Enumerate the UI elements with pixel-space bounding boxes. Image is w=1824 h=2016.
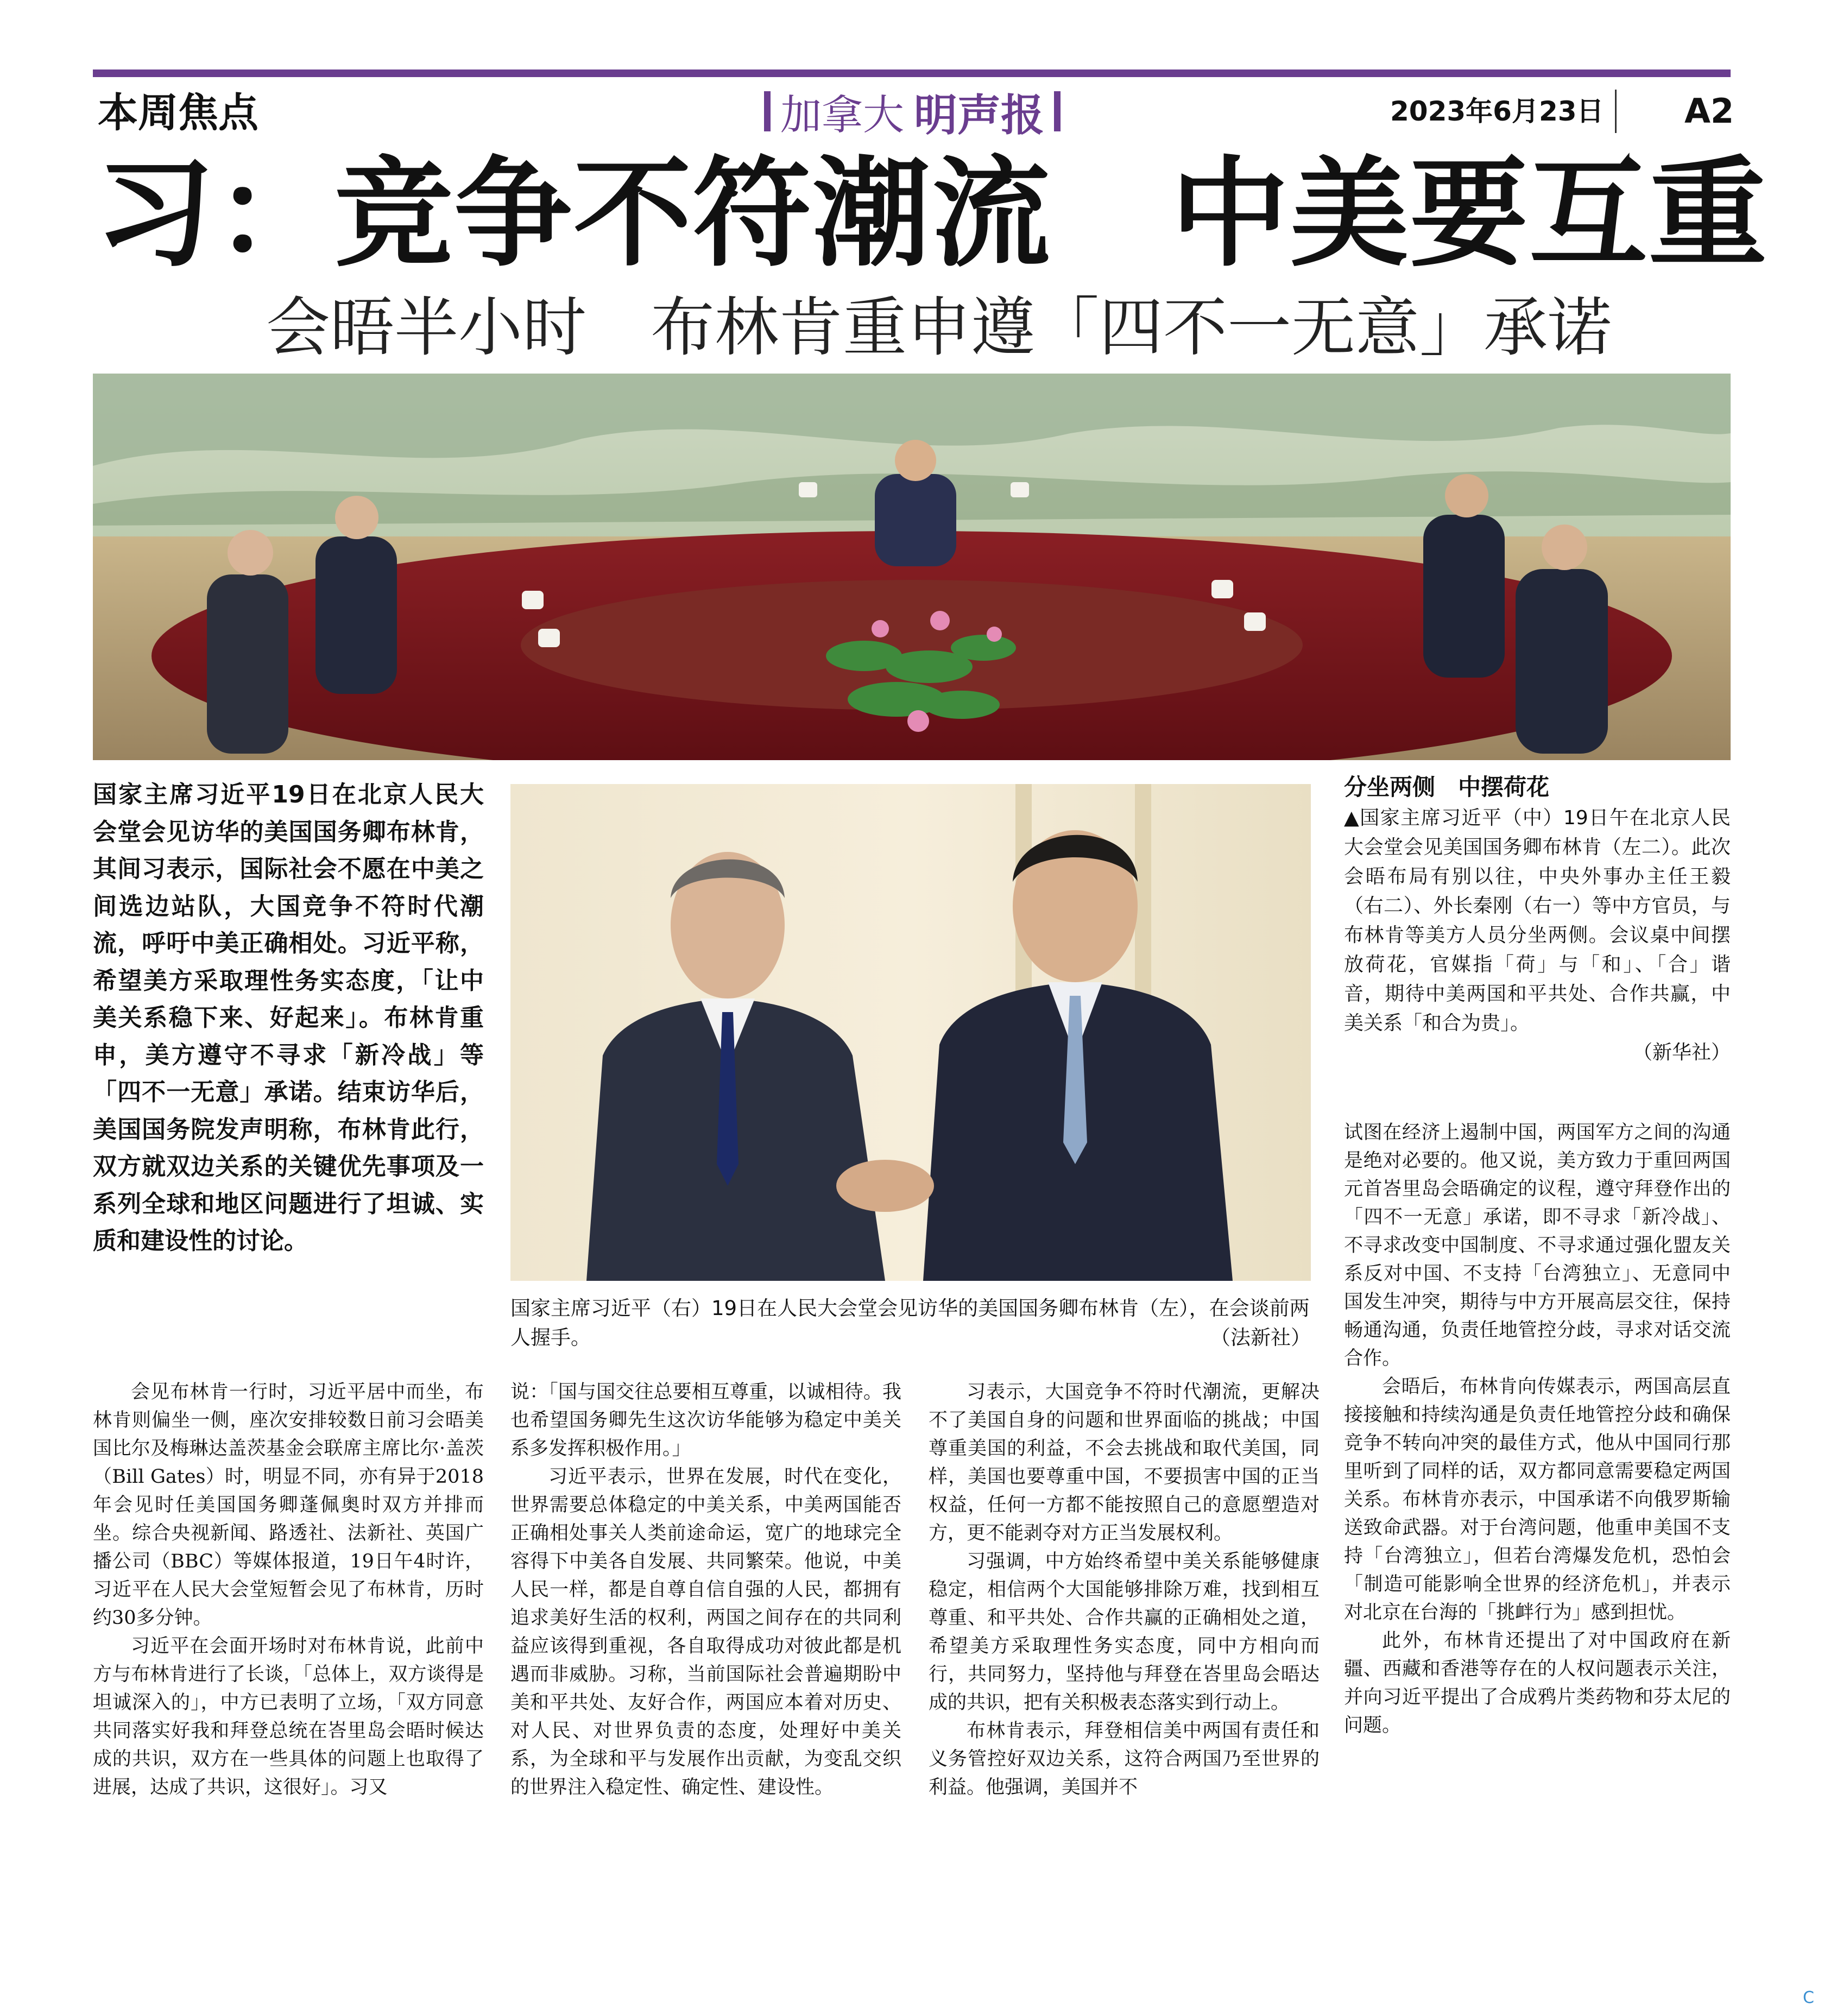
issue-date: 2023年6月23日 (1390, 96, 1604, 127)
handshake-caption-source: （法新社） (1210, 1326, 1311, 1349)
meeting-photo (93, 374, 1731, 760)
meeting-caption (1344, 771, 1731, 1067)
page-number: A2 (1684, 91, 1734, 131)
meeting-caption-text: ▲国家主席习近平（中）19日午在北京人民大会堂会见美国国务卿布林肯（左二）。此次会晤布局有别以往，中央外事办主任王毅（右二）、外长秦刚（右一）等中方官员，与布林肯等美方人员分坐两侧。会议桌中间摆放荷花，官媒指「荷」与「和」、「合」谐音，期待中美两国和平共处、合作共赢，中美关系「和合为贵」。 (1344, 807, 1731, 1034)
body-paragraph: 试图在经济上遏制中国，两国军方之间的沟通是绝对必要的。他又说，美方致力于重回两国元首峇里岛会晤确定的议程，遵守拜登作出的「四不一无意」承诺，即不寻求「新冷战」、不寻求改变中国制度、不寻求通过强化盟友关系反对中国、不支持「台湾独立」、无意同中国发生冲突，期待与中方开展高层交往，保持畅通沟通，负责任地管控分歧，寻求对话交流合作。 (1344, 1122, 1731, 1369)
body-paragraph: 会见布林肯一行时，习近平居中而坐，布林肯则偏坐一侧，座次安排较数日前习会晤美国比尔及梅琳达盖茨基金会联席主席比尔·盖茨（Bill Gates）时，明显不同，亦有异于2018年会见时任美国国务卿蓬佩奥时双方并排而坐。综合央视新闻、路透社、法新社、英国广播公司（BBC）等媒体报道，19日午4时许，习近平在人民大会堂短暂会见了布林肯，历时约30多分钟。 (93, 1381, 484, 1629)
body-paragraph: 习表示，大国竞争不符时代潮流，更解决不了美国自身的问题和世界面临的挑战；中国尊重美国的利益，不会去挑战和取代美国，同样，美国也要尊重中国，不要损害中国的正当权益，任何一方都不能按照自己的意愿塑造对方，更不能剥夺对方正当发展权利。 (929, 1381, 1320, 1544)
corner-mark: C (1803, 1988, 1814, 2007)
meeting-scene-image (93, 374, 1731, 760)
handshake-caption-text: 国家主席习近平（右）19日在人民大会堂会见访华的美国国务卿布林肯（左），在会谈前两人握手。 (510, 1297, 1310, 1349)
masthead (733, 81, 1091, 141)
body-paragraph: 习近平在会面开场时对布林肯说，此前中方与布林肯进行了长谈，「总体上，双方谈得是坦诚深入的」，中方已表明了立场，「双方同意共同落实好我和拜登总统在峇里岛会晤时候达成的共识，双方在一些具体的问题上也取得了进展，达成了共识，这很好」。习又 (93, 1635, 484, 1798)
subheadline: 会晤半小时 布林肯重申遵「四不一无意」承诺 (266, 290, 1612, 365)
body-paragraph: 会晤后，布林肯向传媒表示，两国高层直接接触和持续沟通是负责任地管控分歧和确保竞争不转向冲突的最佳方式，他从中国同行那里听到了同样的话，双方都同意需要稳定两国关系。布林肯亦表示，中国承诺不向俄罗斯输送致命武器。对于台湾问题，他重申美国不支持「台湾独立」，但若台湾爆发危机，恐怕会「制造可能影响全世界的经济危机」，并表示对北京在台海的「挑衅行为」感到担忧。 (1344, 1376, 1731, 1623)
section-label: 本周焦点 (98, 90, 258, 136)
body-paragraph: 布林肯表示，拜登相信美中两国有责任和义务管控好双边关系，这符合两国乃至世界的利益。他强调，美国并不 (929, 1720, 1320, 1798)
handshake-photo (510, 784, 1311, 1281)
body-column-4 (1344, 1118, 1731, 1740)
meeting-caption-title: 分坐两侧 中摆荷花 (1344, 774, 1550, 800)
masthead-country: 加拿大 (780, 90, 904, 139)
handshake-caption (510, 1294, 1311, 1353)
top-rule (93, 69, 1731, 77)
body-column-2 (510, 1378, 901, 1802)
body-column-1 (93, 1378, 484, 1802)
body-column-3 (929, 1378, 1320, 1802)
masthead-bar-left (764, 91, 771, 131)
meeting-caption-source: （新华社） (1632, 1041, 1731, 1064)
body-paragraph: 习强调，中方始终希望中美关系能够健康稳定，相信两个大国能够排除万难，找到相互尊重、和平共处、合作共赢的正确相处之道，希望美方采取理性务实态度，同中方相向而行，共同努力，坚持他与拜登在峇里岛会晤达成的共识，把有关积极表态落实到行动上。 (929, 1551, 1320, 1714)
headline: 习：竞争不符潮流 中美要互重 (96, 144, 1768, 283)
body-paragraph: 说：「国与国交往总要相互尊重，以诚相待。我也希望国务卿先生这次访华能够为稳定中美关系多发挥积极作用。」 (510, 1381, 901, 1459)
masthead-name: 明声报 (914, 90, 1044, 141)
handshake-scene-image (510, 784, 1311, 1281)
masthead-bar-right (1054, 91, 1061, 131)
body-paragraph: 习近平表示，世界在发展，时代在变化，世界需要总体稳定的中美关系，中美两国能否正确相处事关人类前途命运，宽广的地球完全容得下中美各自发展、共同繁荣。他说，中美人民一样，都是自尊自信自强的人民，都拥有追求美好生活的权利，两国之间存在的共同利益应该得到重视，各自取得成功对彼此都是机遇而非威胁。习称，当前国际社会普遍期盼中美和平共处、友好合作，两国应本着对历史、对人民、对世界负责的态度，处理好中美关系，为全球和平与发展作出贡献，为变乱交织的世界注入稳定性、确定性、建设性。 (510, 1466, 901, 1798)
body-paragraph: 此外，布林肯还提出了对中国政府在新疆、西藏和香港等存在的人权问题表示关注，并向习近平提出了合成鸦片类药物和芬太尼的问题。 (1344, 1630, 1731, 1736)
header-divider (1615, 90, 1617, 133)
lead-paragraph: 国家主席习近平19日在北京人民大会堂会见访华的美国国务卿布林肯，其间习表示，国际社会不愿在中美之间选边站队，大国竞争不符时代潮流，呼吁中美正确相处。习近平称，希望美方采取理性务实态度，「让中美关系稳下来、好起来」。布林肯重申，美方遵守不寻求「新冷战」等「四不一无意」承诺。结束访华后，美国国务院发声明称，布林肯此行，双方就双边关系的关键优先事项及一系列全球和地区问题进行了坦诚、实质和建设性的讨论。 (93, 781, 484, 1255)
